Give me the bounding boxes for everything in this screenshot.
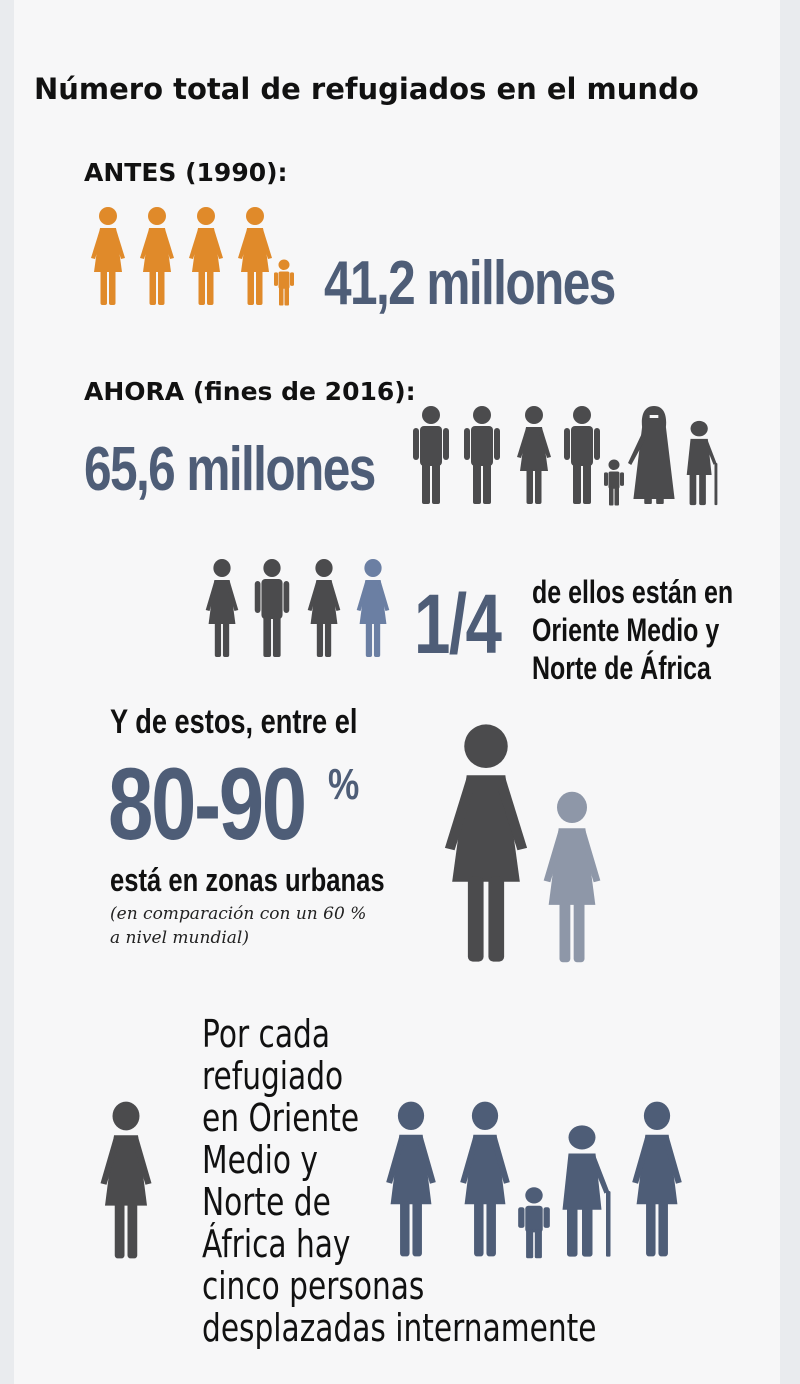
before-value: 41,2 millones <box>324 249 615 318</box>
person-icon <box>407 405 455 505</box>
before-label: ANTES (1990): <box>84 158 288 187</box>
urban-intro: Y de estos, entre el <box>110 703 358 741</box>
person-icon <box>84 206 132 306</box>
displaced-person-icon <box>450 1100 520 1258</box>
veiled-woman-icon <box>628 405 680 505</box>
person-icon <box>133 206 181 306</box>
fraction-value: 1/4 <box>414 577 501 671</box>
person-icon <box>182 206 230 306</box>
ratio-text-line: Norte de <box>202 1180 331 1224</box>
urban-note-line: (en comparación con un 60 % <box>110 904 367 924</box>
ratio-text-line: Medio y <box>202 1138 318 1182</box>
person-icon <box>199 558 245 658</box>
fraction-text-line: de ellos están en <box>532 574 734 610</box>
fraction-text-line: Norte de África <box>532 650 711 686</box>
urban-note-line: a nivel mundial) <box>110 928 249 948</box>
displaced-person-icon <box>622 1100 692 1258</box>
person-icon <box>301 558 347 658</box>
displaced-person-icon <box>376 1100 446 1258</box>
ratio-text-line: Por cada <box>202 1012 331 1056</box>
person-icon <box>249 558 295 658</box>
adult-woman-icon <box>428 722 544 964</box>
refugee-person-icon <box>90 1100 162 1260</box>
ratio-text-line: cinco personas <box>202 1264 425 1308</box>
highlighted-person-icon <box>350 558 396 658</box>
person-icon <box>458 405 506 505</box>
fraction-text-line: Oriente Medio y <box>532 612 720 648</box>
child-icon <box>272 258 296 306</box>
urban-value: 80-90 <box>108 747 305 861</box>
now-value: 65,6 millones <box>84 435 375 504</box>
child-icon <box>602 458 626 506</box>
now-label: AHORA (fines de 2016): <box>84 377 416 406</box>
ratio-text-line: en Oriente <box>202 1096 360 1140</box>
person-icon <box>558 405 606 505</box>
ratio-text-line: refugiado <box>202 1054 344 1098</box>
urban-caption: está en zonas urbanas <box>110 862 385 898</box>
child-icon <box>532 790 612 964</box>
ratio-text-line: desplazadas internamente <box>202 1306 597 1350</box>
page-title: Número total de refugiados en el mundo <box>34 72 699 106</box>
elderly-person-icon <box>680 420 726 506</box>
elderly-person-icon <box>552 1124 624 1258</box>
child-icon <box>515 1185 553 1259</box>
ratio-text-line: África hay <box>202 1222 351 1266</box>
person-icon <box>510 405 558 505</box>
urban-unit: % <box>328 760 358 809</box>
